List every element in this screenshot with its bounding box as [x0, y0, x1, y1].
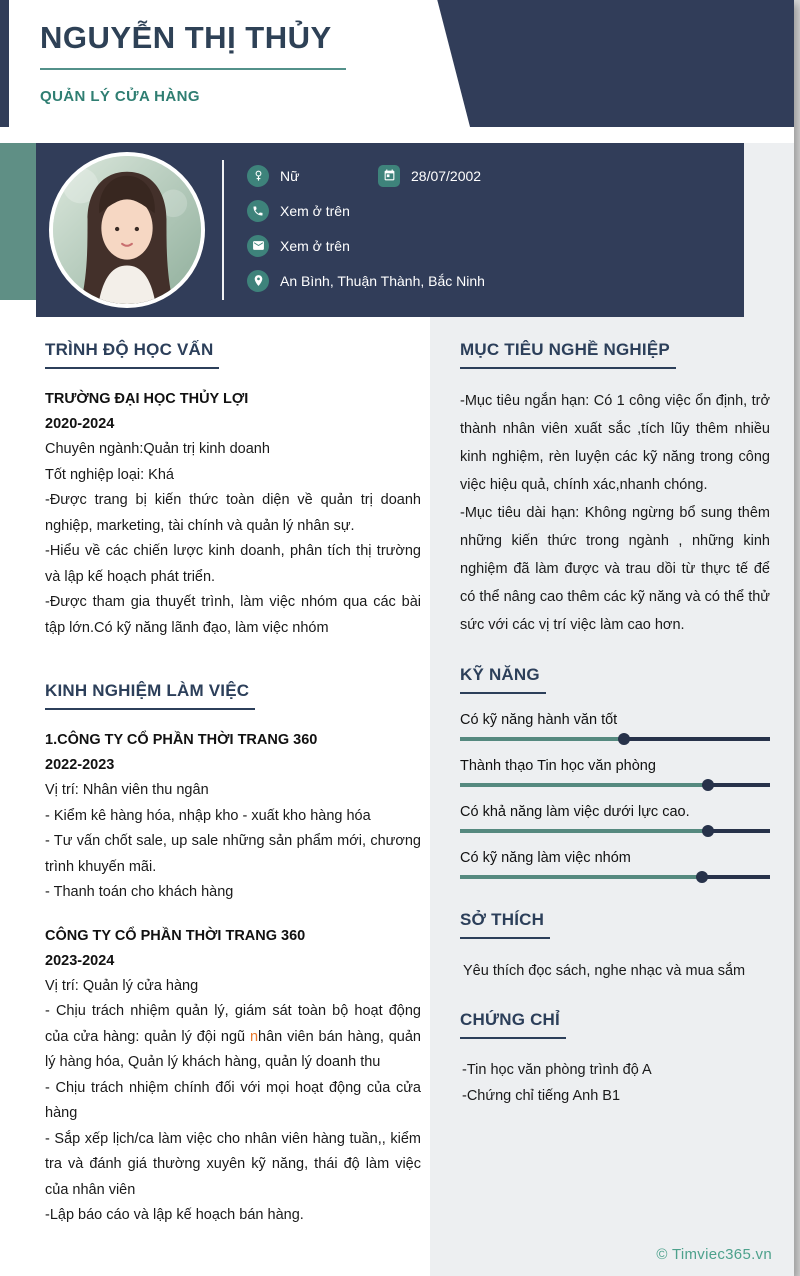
contact-divider-line [222, 160, 224, 300]
contact-gender-value: Nữ [280, 167, 300, 184]
section-heading-certificates: CHỨNG CHỈ [460, 1010, 566, 1039]
objective-paragraph: -Mục tiêu dài hạn: Không ngừng bổ sung thêm những kiến thức trong ngành , những kinh nghiệm đã làm được và trau dồi từ thực tế để có thể nâng cao thêm các kỹ năng và có thể thử sức với các vị trí việc làm cao hơn. [460, 505, 770, 633]
email-icon [247, 235, 269, 257]
contact-gender [247, 165, 378, 187]
skill-item [460, 804, 770, 833]
skill-bar-knob [702, 825, 714, 837]
company-name: 1.CÔNG TY CỔ PHẦN THỜI TRANG 360 [45, 732, 318, 748]
gender-icon [247, 165, 269, 187]
candidate-job-title: QUẢN LÝ CỬA HÀNG [40, 88, 200, 105]
contact-phone-value: Xem ở trên [280, 202, 350, 219]
education-line: Chuyên ngành:Quản trị kinh doanh [45, 441, 270, 457]
skill-bar [460, 737, 770, 741]
job-line: - Tư vấn chốt sale, up sale những sản phẩm mới, chương trình khuyến mãi. [45, 833, 421, 875]
contact-email [247, 235, 350, 257]
job-line-pre: - Chịu trách nhiệm quản lý, giám sát toàn bộ hoạt động của cửa hàng: quản lý đội ngũ [45, 1003, 421, 1045]
contact-row-3 [247, 228, 485, 263]
contact-birthday-value: 28/07/2002 [411, 167, 482, 184]
skill-bar-knob [696, 871, 708, 883]
contact-row-2 [247, 193, 485, 228]
education-line: -Được trang bị kiến thức toàn diện về quản trị doanh nghiệp, marketing, tài chính và quản lý nhân sự. [45, 492, 421, 534]
top-right-accent-shape [430, 0, 794, 127]
left-column [45, 340, 421, 1229]
hobby-text: Yêu thích đọc sách, nghe nhạc và mua sắm [463, 963, 746, 979]
section-heading-skills: KỸ NĂNG [460, 665, 546, 694]
section-heading-education: TRÌNH ĐỘ HỌC VẤN [45, 340, 219, 369]
job-line: - Chịu trách nhiệm chính đối với mọi hoạt động của cửa hàng [45, 1079, 421, 1121]
job-line-highlighted [45, 999, 421, 1076]
location-icon [247, 270, 269, 292]
job-line: - Sắp xếp lịch/ca làm việc cho nhân viên hàng tuần,, kiểm tra và đánh giá thường xuyên kỹ năng, thái độ làm việc của nhân viên [45, 1130, 421, 1198]
section-heading-hobbies: SỞ THÍCH [460, 910, 550, 939]
skill-bar-fill [460, 875, 702, 879]
section-heading-objective: MỤC TIÊU NGHỀ NGHIỆP [460, 340, 676, 369]
watermark: © Timviec365.vn [656, 1246, 772, 1263]
education-line: Tốt nghiệp loại: Khá [45, 466, 174, 483]
skill-bar-fill [460, 737, 624, 741]
profile-photo-illustration [53, 156, 201, 304]
job-line: - Thanh toán cho khách hàng [45, 884, 234, 900]
skill-bar-fill [460, 783, 708, 787]
contact-band [36, 143, 744, 317]
calendar-icon [378, 165, 400, 187]
contact-row-1 [247, 158, 485, 193]
job-entry [45, 728, 421, 906]
objective-paragraph: -Mục tiêu ngắn hạn: Có 1 công việc ổn định, trở thành nhân viên xuất sắc ,tích lũy thêm nhiều kinh nghiệm, rèn luyện các kỹ năng trong công việc hiệu quả, chính xác,nhanh chóng. [460, 393, 770, 493]
skill-item [460, 850, 770, 879]
job-line: -Lập báo cáo và lập kế hoạch bán hàng. [45, 1207, 304, 1223]
skill-label: Có kỹ năng làm việc nhóm [460, 850, 631, 866]
skill-label: Thành thạo Tin học văn phòng [460, 758, 656, 774]
certificate-line: -Tin học văn phòng trình độ A [462, 1062, 652, 1078]
skill-item [460, 758, 770, 787]
job-line: Vị trí: Nhân viên thu ngân [45, 782, 209, 798]
contact-email-value: Xem ở trên [280, 237, 350, 254]
skill-bar [460, 783, 770, 787]
contact-address [247, 270, 485, 292]
education-period: 2020-2024 [45, 416, 115, 432]
school-name: TRƯỜNG ĐẠI HỌC THỦY LỢI [45, 391, 249, 407]
phone-icon [247, 200, 269, 222]
band-left-accent [0, 143, 36, 300]
certificate-line: -Chứng chỉ tiếng Anh B1 [462, 1088, 621, 1104]
skill-item [460, 712, 770, 741]
contact-address-value: An Bình, Thuận Thành, Bắc Ninh [280, 272, 485, 289]
job-entry [45, 924, 421, 1229]
skill-bar [460, 829, 770, 833]
contact-row-4 [247, 263, 485, 298]
job-period: 2022-2023 [45, 757, 115, 773]
skill-label: Có khả năng làm việc dưới lực cao. [460, 804, 690, 820]
top-left-accent-bar [0, 0, 9, 127]
skill-bar-knob [702, 779, 714, 791]
job-period: 2023-2024 [45, 952, 115, 969]
contact-info [247, 158, 485, 298]
profile-photo [49, 152, 205, 308]
contact-phone [247, 200, 350, 222]
education-line: -Được tham gia thuyết trình, làm việc nhóm qua các bài tập lớn.Có kỹ năng lãnh đạo, làm việc nhóm [45, 594, 421, 636]
highlighted-char: n [249, 1028, 259, 1045]
job-line: Vị trí: Quản lý cửa hàng [45, 977, 199, 994]
right-column [460, 340, 770, 1109]
skill-bar [460, 875, 770, 879]
education-line: -Hiểu về các chiến lược kinh doanh, phân tích thị trường và lập kế hoạch phát triển. [45, 543, 421, 585]
skill-bar-fill [460, 829, 708, 833]
skill-label: Có kỹ năng hành văn tốt [460, 712, 618, 728]
job-line: - Kiểm kê hàng hóa, nhập kho - xuất kho hàng hóa [45, 807, 371, 824]
contact-birthday [378, 165, 481, 187]
section-heading-experience: KINH NGHIỆM LÀM VIỆC [45, 681, 255, 710]
company-name: CÔNG TY CỔ PHẦN THỜI TRANG 360 [45, 927, 306, 944]
candidate-name: NGUYỄN THỊ THỦY [40, 20, 346, 70]
job-line-post: hân viên bán hàng, quản lý hàng hóa, Quản lý khách hàng, quản lý doanh thu [45, 1028, 421, 1070]
skill-bar-knob [618, 733, 630, 745]
